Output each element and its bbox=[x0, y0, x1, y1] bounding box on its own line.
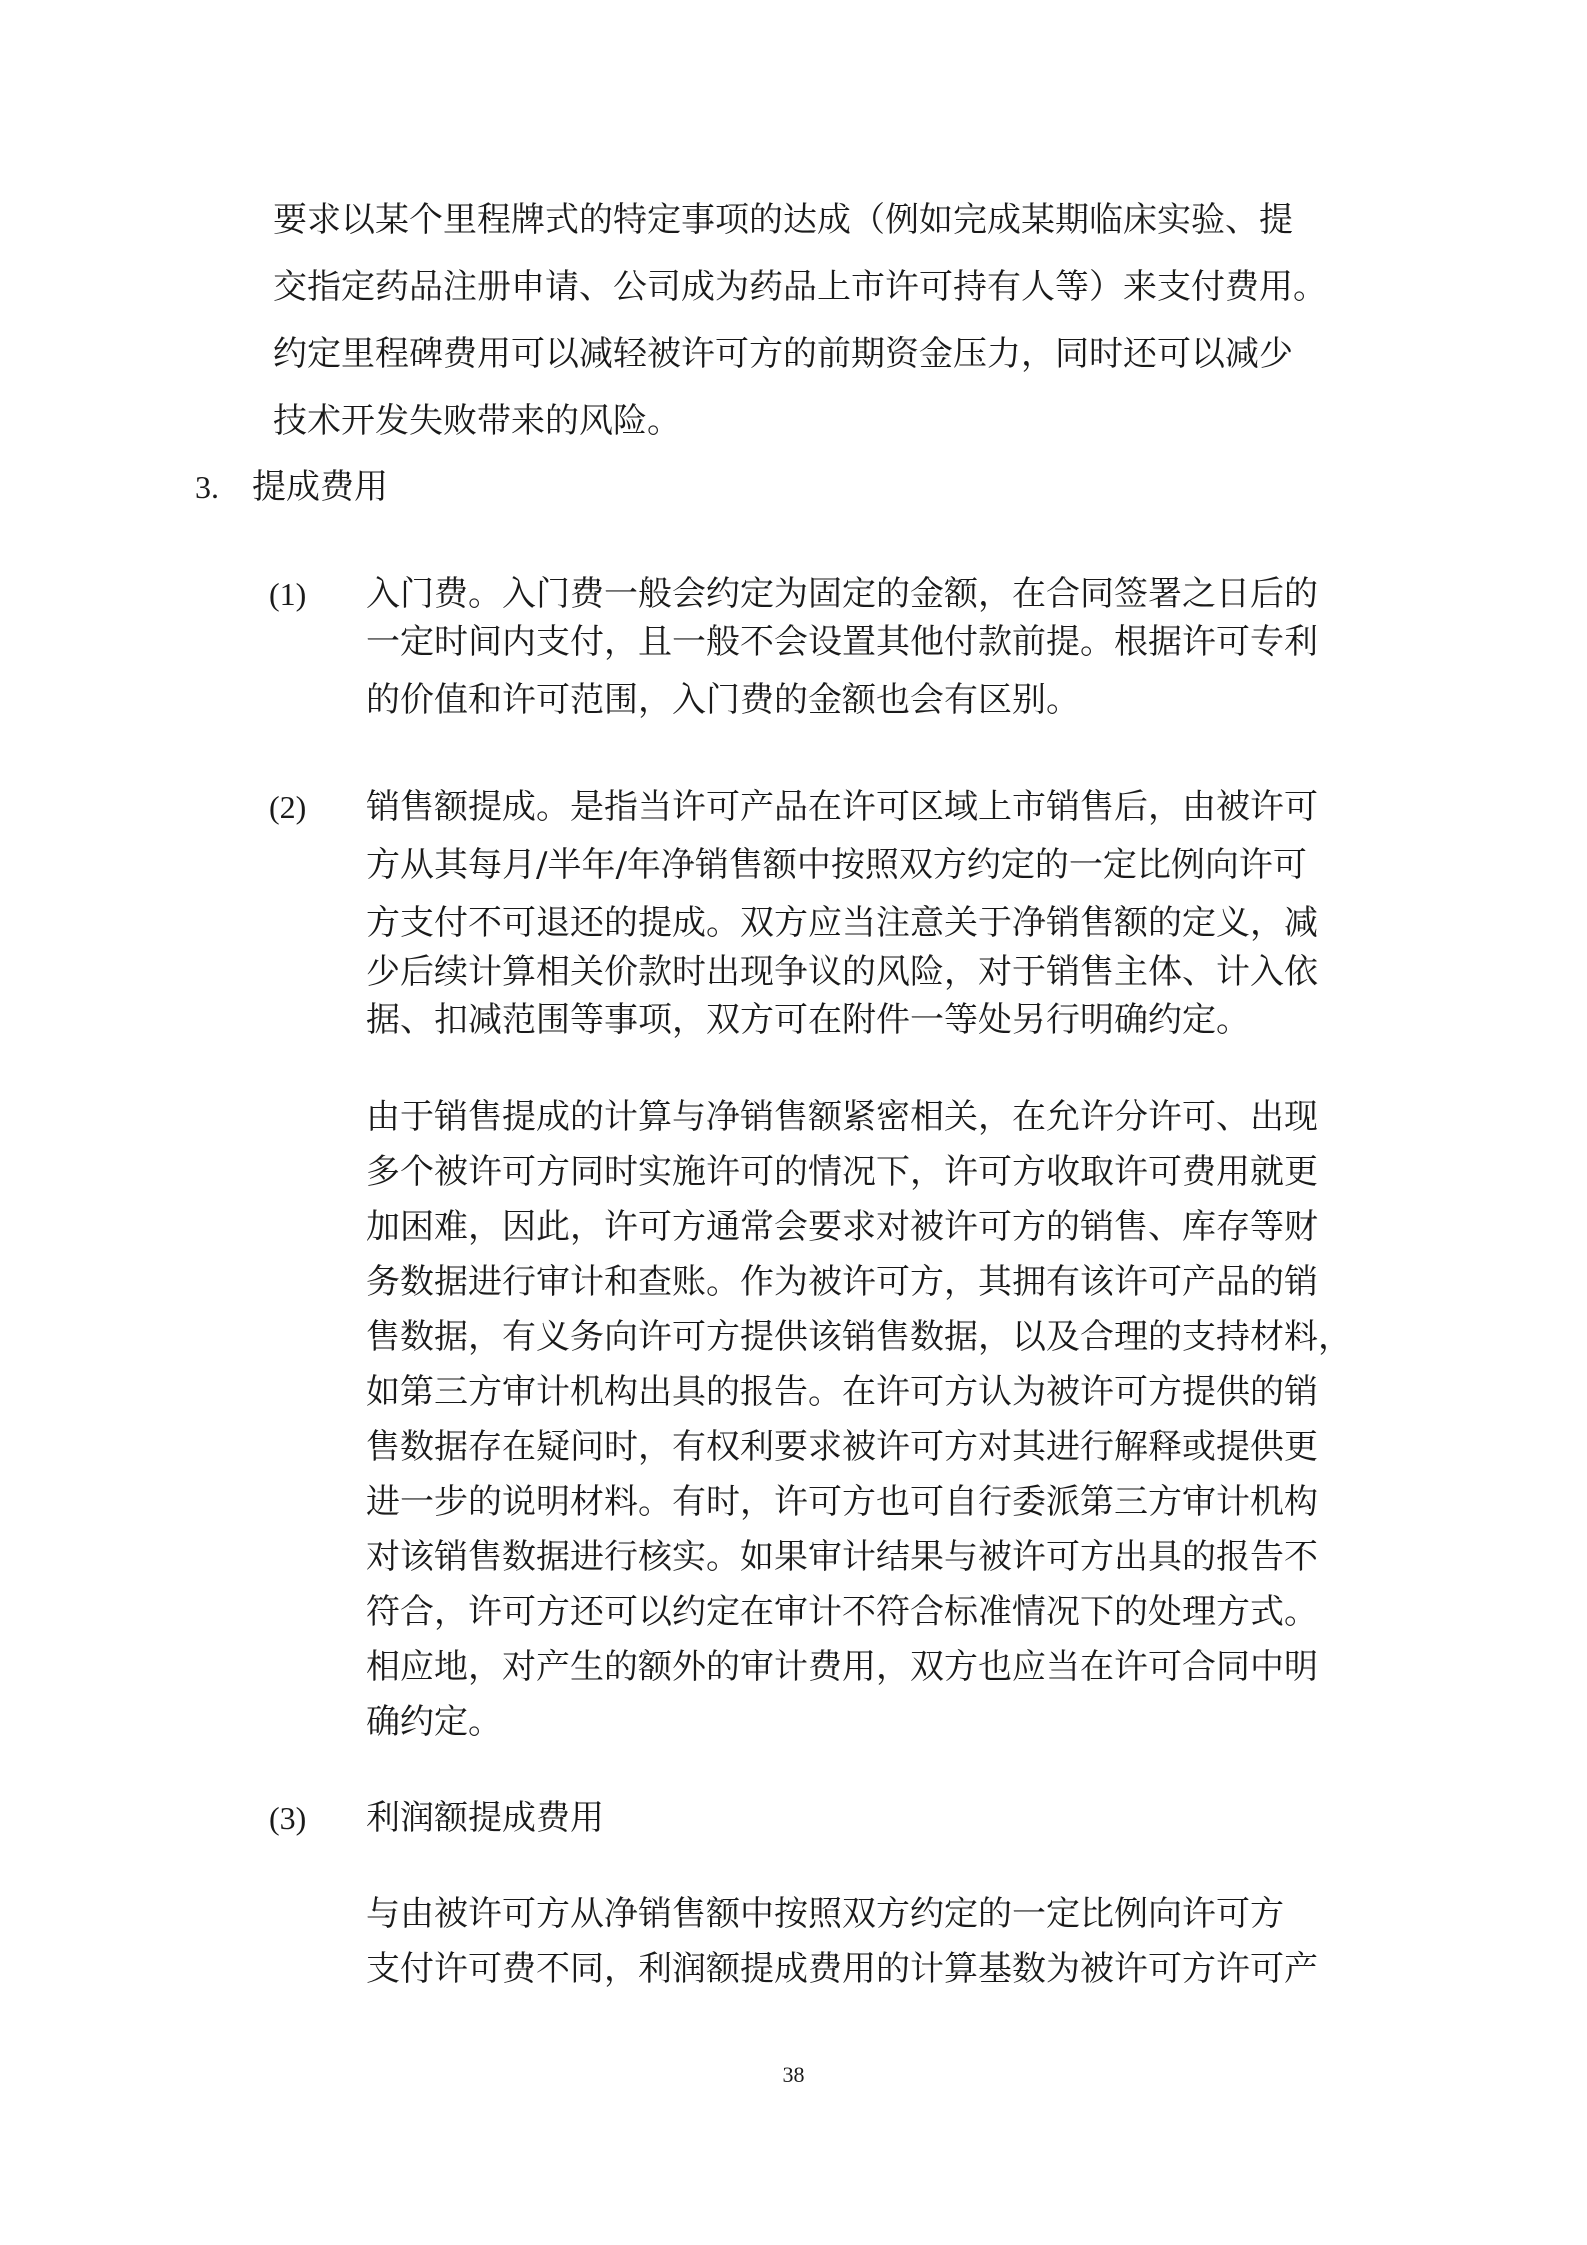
list-item-number: (1) bbox=[269, 576, 307, 612]
text-line: 据、扣减范围等事项，双方可在附件一等处另行明确约定。 bbox=[366, 1000, 1250, 1040]
text-line: 交指定药品注册申请、公司成为药品上市许可持有人等）来支付费用。 bbox=[273, 267, 1327, 307]
text-line: 确约定。 bbox=[366, 1702, 502, 1742]
text-line: 进一步的说明材料。有时，许可方也可自行委派第三方审计机构 bbox=[366, 1482, 1318, 1522]
list-item-number: (2) bbox=[269, 789, 307, 825]
text-line: 的价值和许可范围，入门费的金额也会有区别。 bbox=[366, 680, 1080, 720]
list-item-number: (3) bbox=[269, 1800, 307, 1836]
text-line: 技术开发失败带来的风险。 bbox=[273, 401, 681, 441]
text-line: 符合，许可方还可以约定在审计不符合标准情况下的处理方式。 bbox=[366, 1592, 1318, 1632]
text-line: 相应地，对产生的额外的审计费用，双方也应当在许可合同中明 bbox=[366, 1647, 1318, 1687]
text-line: 与由被许可方从净销售额中按照双方约定的一定比例向许可方 bbox=[366, 1894, 1284, 1934]
section-number: 3. bbox=[195, 469, 219, 505]
text-line: 由于销售提成的计算与净销售额紧密相关，在允许分许可、出现 bbox=[366, 1097, 1318, 1137]
text-line: 要求以某个里程牌式的特定事项的达成（例如完成某期临床实验、提 bbox=[273, 200, 1293, 240]
text-line: 一定时间内支付，且一般不会设置其他付款前提。根据许可专利 bbox=[366, 622, 1318, 662]
text-line: 少后续计算相关价款时出现争议的风险，对于销售主体、计入依 bbox=[366, 952, 1318, 992]
section-title: 提成费用 bbox=[252, 467, 388, 507]
page-number: 38 bbox=[782, 2062, 805, 2087]
text-line: 方从其每月/半年/年净销售额中按照双方约定的一定比例向许可 bbox=[366, 845, 1307, 885]
text-line: 售数据，有义务向许可方提供该销售数据，以及合理的支持材料， bbox=[366, 1317, 1352, 1357]
list-item-title: 利润额提成费用 bbox=[366, 1798, 604, 1838]
text-line: 务数据进行审计和查账。作为被许可方，其拥有该许可产品的销 bbox=[366, 1262, 1318, 1302]
text-line: 如第三方审计机构出具的报告。在许可方认为被许可方提供的销 bbox=[366, 1372, 1318, 1412]
text-line: 支付许可费不同，利润额提成费用的计算基数为被许可方许可产 bbox=[366, 1949, 1318, 1989]
text-line: 入门费。入门费一般会约定为固定的金额，在合同签署之日后的 bbox=[366, 574, 1318, 614]
text-line: 方支付不可退还的提成。双方应当注意关于净销售额的定义，减 bbox=[366, 903, 1318, 943]
text-line: 多个被许可方同时实施许可的情况下，许可方收取许可费用就更 bbox=[366, 1152, 1318, 1192]
text-line: 售数据存在疑问时，有权利要求被许可方对其进行解释或提供更 bbox=[366, 1427, 1318, 1467]
text-line: 对该销售数据进行核实。如果审计结果与被许可方出具的报告不 bbox=[366, 1537, 1318, 1577]
text-line: 加困难，因此，许可方通常会要求对被许可方的销售、库存等财 bbox=[366, 1207, 1318, 1247]
text-line: 约定里程碑费用可以减轻被许可方的前期资金压力，同时还可以减少 bbox=[273, 334, 1293, 374]
text-line: 销售额提成。是指当许可产品在许可区域上市销售后，由被许可 bbox=[366, 787, 1318, 827]
